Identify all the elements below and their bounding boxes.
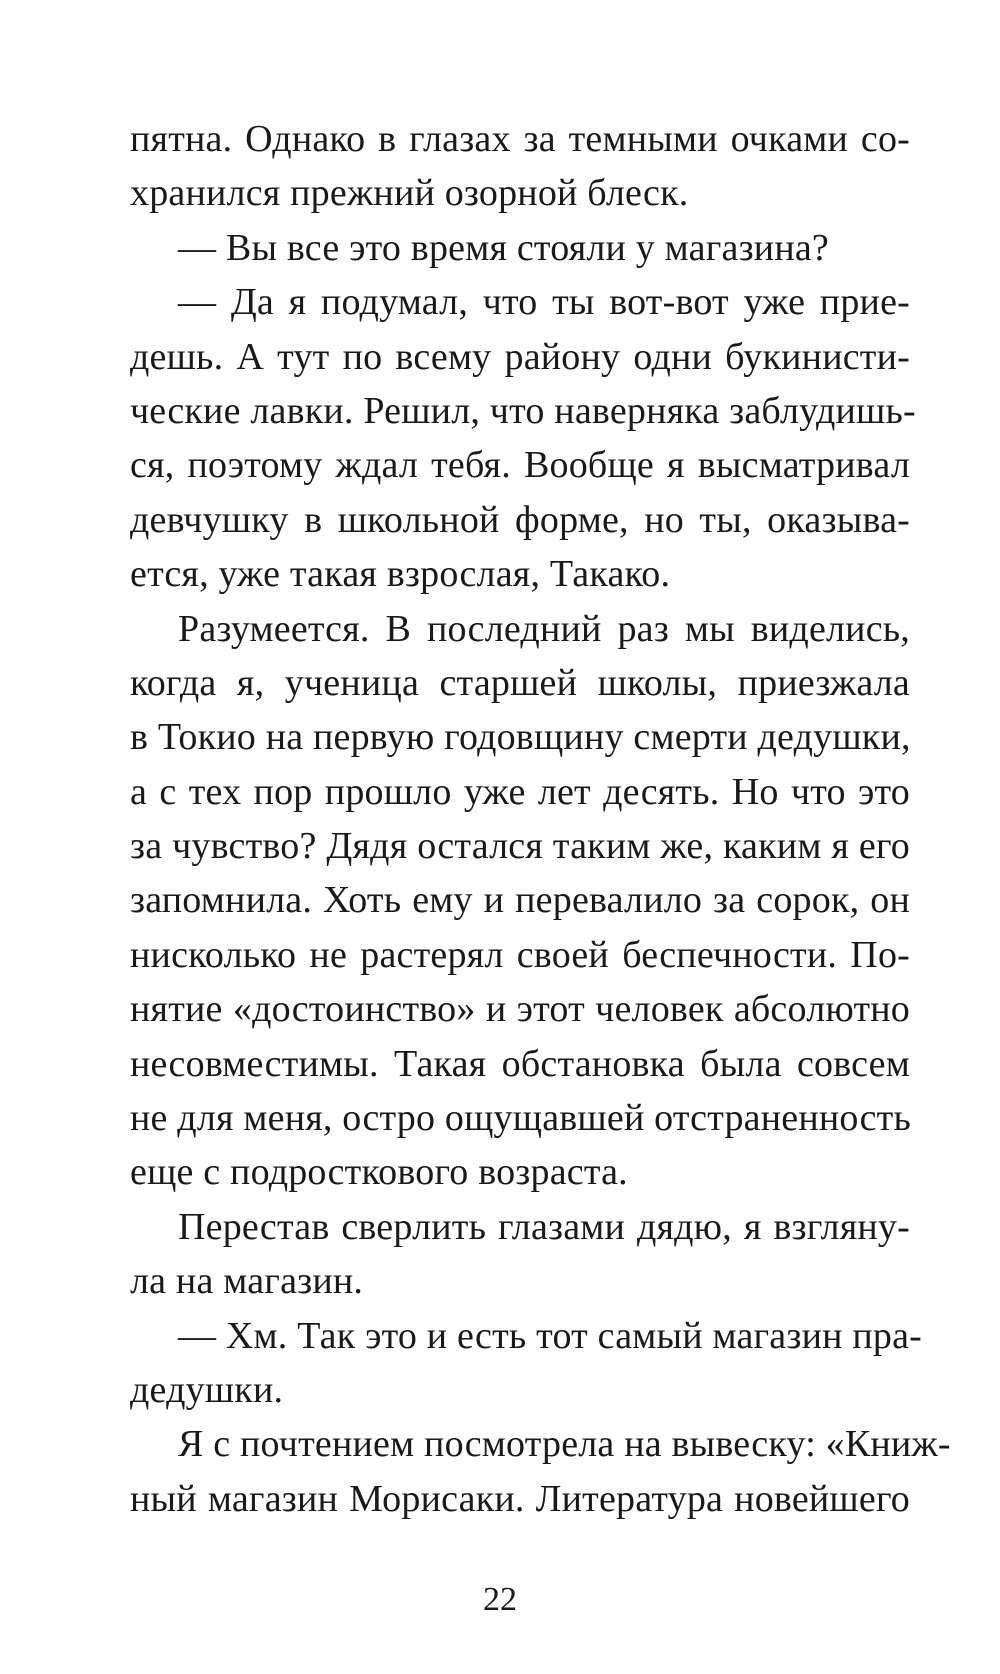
page-number: 22	[483, 1581, 517, 1618]
text-line: ется, уже такая взрослая, Такако.	[130, 553, 671, 596]
text-line: еще с подросткового возраста.	[130, 1151, 628, 1194]
text-line: пятна. Однако в глазах за темными очками со-	[130, 118, 910, 160]
text-line: нисколько не растерял своей беспечности. По-	[130, 933, 910, 976]
text-line: не для меня, остро ощущавшей отстраненность	[130, 1097, 911, 1140]
text-line: запомнила. Хоть ему и перевалило за сорок, он	[130, 879, 910, 922]
text-line: ся, поэтому ждал тебя. Вообще я высматривал	[130, 444, 910, 487]
text-line: за чувство? Дядя остался таким же, каким я его	[130, 825, 910, 868]
text-line: Я с почтением посмотрела на вывеску: «Книж-	[178, 1423, 951, 1466]
body-text	[130, 112, 951, 1526]
text-line: — Да я подумал, что ты вот-вот уже прие-	[178, 281, 910, 324]
text-line: — Вы все это время стояли у магазина?	[178, 226, 829, 269]
text-line: когда я, ученица старшей школы, приезжала	[130, 661, 910, 704]
text-line: в Токио на первую годовщину смерти дедушки,	[130, 716, 911, 759]
text-line: несовместимы. Такая обстановка была совсем	[130, 1042, 910, 1085]
text-line: ла на магазин.	[130, 1260, 364, 1303]
text-line: дешь. А тут по всему району одни букинисти-	[130, 335, 910, 378]
text-line: Перестав сверлить глазами дядю, я взгляну-	[178, 1205, 910, 1248]
text-line: Разумеется. В последний раз мы виделись,	[178, 607, 910, 650]
text-line: ный магазин Морисаки. Литература новейшего	[130, 1477, 910, 1520]
text-line: ческие лавки. Решил, что наверняка заблудишь-	[130, 389, 916, 432]
text-line: а с тех пор прошло уже лет десять. Но что это	[130, 770, 910, 813]
text-line: хранился прежний озорной блеск.	[130, 172, 689, 215]
text-line: — Хм. Так это и есть тот самый магазин пра-	[178, 1314, 923, 1357]
text-line: нятие «достоинство» и этот человек абсолютно	[130, 988, 910, 1031]
text-line: дедушки.	[130, 1368, 284, 1411]
text-line: девчушку в школьной форме, но ты, оказыва-	[130, 498, 910, 541]
